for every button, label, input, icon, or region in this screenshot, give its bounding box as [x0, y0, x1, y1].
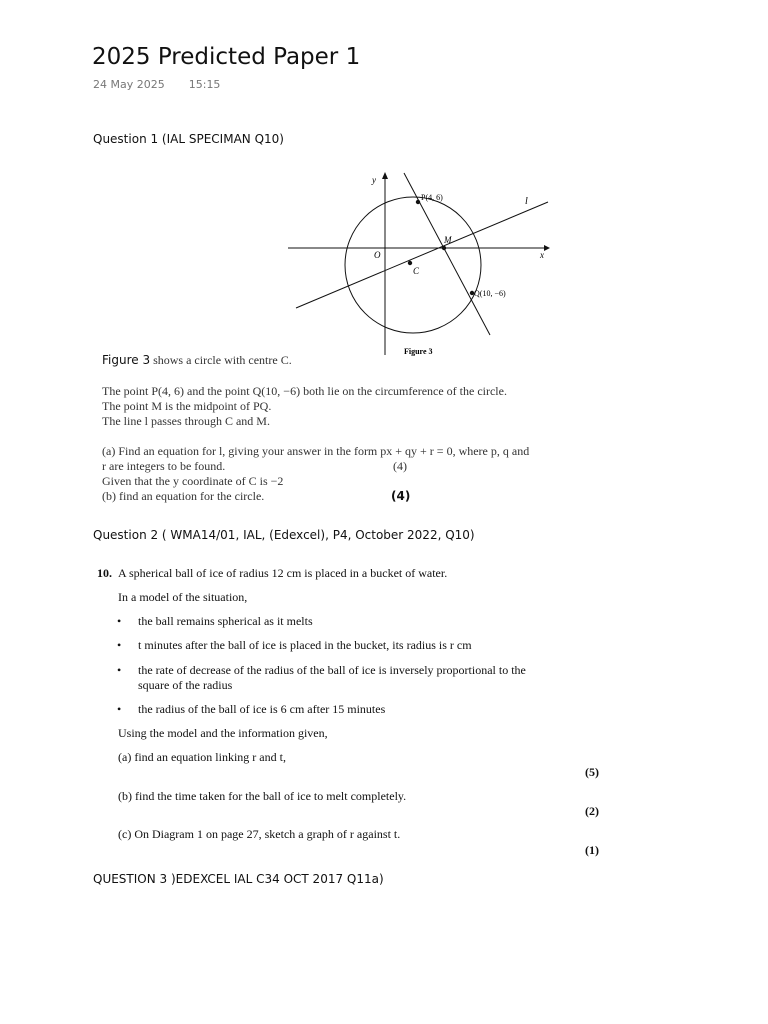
q2-part-a: (a) find an equation linking r and t,: [118, 750, 286, 764]
q1-intro: [102, 353, 292, 368]
figure-caption: Figure 3: [404, 347, 433, 356]
q2-number: 10.: [97, 566, 112, 580]
point-m: [442, 246, 446, 250]
q2-bullet-1: the ball remains spherical as it melts: [138, 614, 313, 628]
point-p-label: P(4, 6): [421, 193, 443, 202]
q2-bullet-4: the radius of the ball of ice is 6 cm after 15 minutes: [138, 702, 386, 716]
origin-label: O: [374, 250, 381, 260]
q1-part-a: (a) Find an equation for l, giving your answer in the form px + qy + r = 0, where p, q and: [102, 444, 530, 458]
point-c: [408, 261, 412, 265]
q1-given: Given that the y coordinate of C is −2: [102, 474, 284, 488]
line-l-label: l: [525, 196, 528, 207]
point-q-label: Q(10, −6): [474, 289, 506, 298]
circle: [345, 197, 481, 333]
q2-bullet-4-marker: •: [117, 702, 122, 716]
q2-model-intro: In a model of the situation,: [118, 590, 248, 604]
page-date: 24 May 2025: [93, 78, 165, 91]
midpoint-label: M: [444, 235, 452, 245]
line-l: [296, 202, 548, 308]
q1-line1: The point P(4, 6) and the point Q(10, −6) both lie on the circumference of the circle.: [102, 384, 507, 398]
question2-heading: Question 2 ( WMA14/01, IAL, (Edexcel), P4, October 2022, Q10): [93, 528, 475, 542]
q2-part-c: (c) On Diagram 1 on page 27, sketch a graph of r against t.: [118, 827, 401, 841]
question3-heading: QUESTION 3 )EDEXCEL IAL C34 OCT 2017 Q11a): [93, 872, 384, 886]
page-meta: [93, 78, 220, 91]
q1-intro-figure: Figure 3: [102, 353, 151, 367]
q1-part-a-marks: (4): [393, 459, 407, 473]
q2-bullet-3: the rate of decrease of the radius of the ball of ice is inversely proportional to the: [138, 663, 526, 677]
page-title: 2025 Predicted Paper 1: [92, 44, 361, 70]
q2-bullet-3-marker: •: [117, 663, 122, 677]
q2-part-b: (b) find the time taken for the ball of ice to melt completely.: [118, 789, 407, 803]
q2-stem: A spherical ball of ice of radius 12 cm is placed in a bucket of water.: [118, 566, 448, 580]
q2-bullet-2: t minutes after the ball of ice is placed in the bucket, its radius is r cm: [138, 638, 472, 652]
q1-intro-rest: shows a circle with centre C.: [150, 353, 292, 367]
line-pq: [404, 173, 490, 335]
q2-part-c-marks: (1): [585, 843, 599, 857]
question1-heading: Question 1 (IAL SPECIMAN Q10): [93, 132, 284, 146]
q2-part-a-marks: (5): [585, 765, 599, 779]
q1-line3: The line l passes through C and M.: [102, 414, 270, 428]
y-axis-label: y: [372, 175, 376, 185]
x-axis-label: x: [540, 250, 544, 260]
q1-part-a-cont: r are integers to be found.: [102, 459, 226, 473]
y-axis-arrow: [382, 172, 388, 179]
q2-using: Using the model and the information given,: [118, 726, 328, 740]
q1-part-b-marks: (4): [391, 489, 411, 503]
x-axis-arrow: [544, 245, 550, 251]
q1-line2: The point M is the midpoint of PQ.: [102, 399, 272, 413]
q2-bullet-2-marker: •: [117, 638, 122, 652]
q2-part-b-marks: (2): [585, 804, 599, 818]
q1-part-b: (b) find an equation for the circle.: [102, 489, 265, 503]
q2-bullet-3-cont: square of the radius: [138, 678, 233, 692]
q2-bullet-1-marker: •: [117, 614, 122, 628]
figure-3-diagram: [268, 165, 568, 360]
centre-label: C: [413, 266, 420, 276]
page-time: 15:15: [188, 78, 221, 91]
point-p: [416, 200, 420, 204]
